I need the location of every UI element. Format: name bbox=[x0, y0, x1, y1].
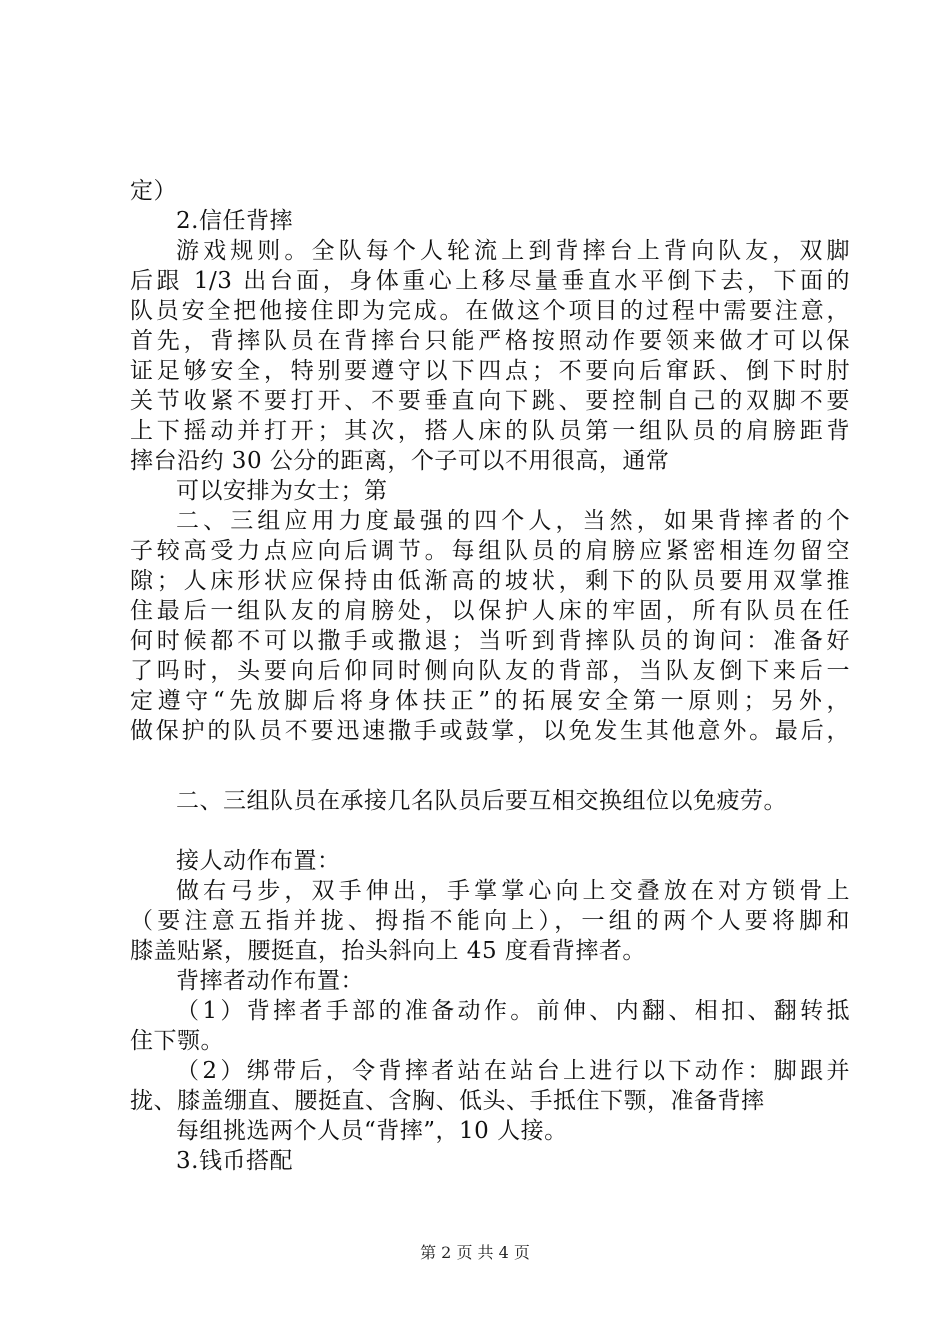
text-line-22: 做右弓步，双手伸出，手掌掌心向上交叠放在对方锁骨上 bbox=[176, 878, 850, 904]
page-footer: 第 2 页 共 4 页 bbox=[420, 1243, 530, 1262]
text-line-29: 拢、膝盖绷直、腰挺直、含胸、低头、手抵住下颚，准备背摔 bbox=[130, 1088, 765, 1114]
subheading-catcher-actions: 接人动作布置： bbox=[176, 848, 341, 874]
text-line-9: 上下摇动并打开；其次，搭人床的队员第一组队员的肩膀距背 bbox=[130, 418, 850, 444]
text-line-5: 队员安全把他接住即为完成。在做这个项目的过程中需要注意， bbox=[130, 298, 850, 324]
text-line-24: 膝盖贴紧，腰挺直，抬头斜向上 45 度看背摔者。 bbox=[130, 938, 646, 964]
text-line-8: 关节收紧不要打开、不要垂直向下跳、要控制自己的双脚不要 bbox=[130, 388, 850, 414]
text-line-18: 定遵守“先放脚后将身体扶正”的拓展安全第一原则；另外， bbox=[130, 688, 850, 714]
text-line-11: 可以安排为女士；第 bbox=[176, 478, 388, 504]
text-line-6: 首先，背摔队员在背摔台只能严格按照动作要领来做才可以保 bbox=[130, 328, 850, 354]
text-line-23: （要注意五指并拢、拇指不能向上），一组的两个人要将脚和 bbox=[130, 908, 850, 934]
text-line-15: 住最后一组队友的肩膀处，以保护人床的牢固，所有队员在任 bbox=[130, 598, 850, 624]
section-heading-coin-matching: 3.钱币搭配 bbox=[176, 1148, 293, 1174]
subheading-faller-actions: 背摔者动作布置： bbox=[176, 968, 364, 994]
text-line-10: 摔台沿约 30 公分的距离，个子可以不用很高，通常 bbox=[130, 448, 670, 474]
text-line-1: 定） bbox=[130, 178, 177, 204]
text-line-4: 后跟 1/3 出台面，身体重心上移尽量垂直水平倒下去，下面的 bbox=[130, 268, 850, 294]
text-line-7: 证足够安全，特别要遵守以下四点；不要向后窜跃、倒下时肘 bbox=[130, 358, 850, 384]
text-line-17: 了吗时，头要向后仰同时侧向队友的背部，当队友倒下来后一 bbox=[130, 658, 850, 684]
text-line-13: 子较高受力点应向后调节。每组队员的肩膀应紧密相连勿留空 bbox=[130, 538, 850, 564]
text-line-19: 做保护的队员不要迅速撒手或鼓掌，以免发生其他意外。最后， bbox=[130, 718, 850, 744]
text-line-12: 二、三组应用力度最强的四个人，当然，如果背摔者的个 bbox=[176, 508, 850, 534]
text-line-20: 二、三组队员在承接几名队员后要互相交换组位以免疲劳。 bbox=[176, 788, 787, 814]
text-line-16: 何时候都不可以撒手或撒退；当听到背摔队员的询问：准备好 bbox=[130, 628, 850, 654]
text-line-27: 住下颚。 bbox=[130, 1028, 224, 1054]
text-line-28: （2）绑带后，令背摔者站在站台上进行以下动作：脚跟并 bbox=[176, 1058, 850, 1084]
text-line-26: （1）背摔者手部的准备动作。前伸、内翻、相扣、翻转抵 bbox=[176, 998, 850, 1024]
text-line-3: 游戏规则。全队每个人轮流上到背摔台上背向队友，双脚 bbox=[176, 238, 850, 264]
section-heading-trust-fall: 2.信任背摔 bbox=[176, 208, 293, 234]
text-line-14: 隙；人床形状应保持由低渐高的坡状，剩下的队员要用双掌推 bbox=[130, 568, 850, 594]
text-line-30: 每组挑选两个人员“背摔”，10 人接。 bbox=[176, 1118, 568, 1144]
